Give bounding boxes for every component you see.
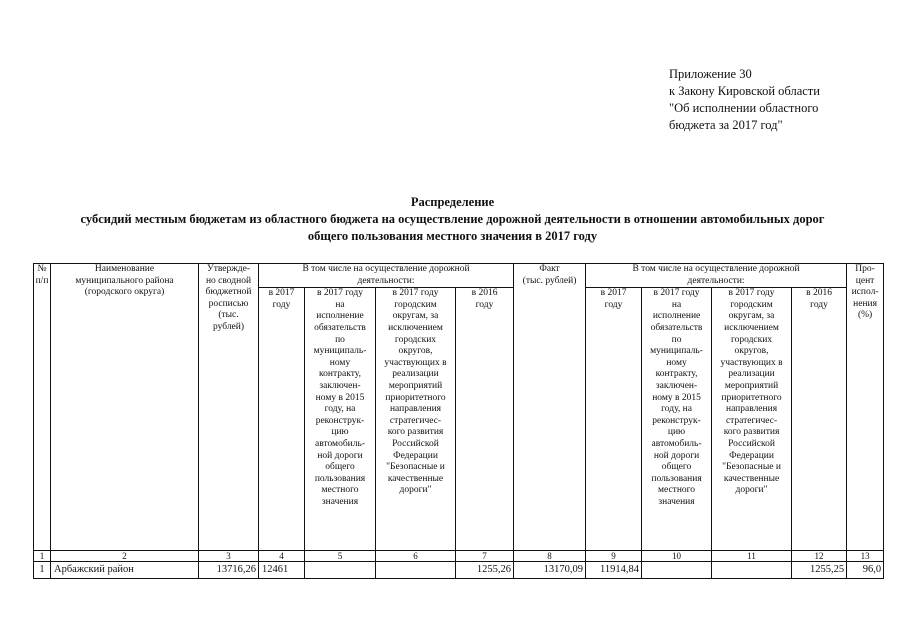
header-cell-contract2015: в 2017 году на исполнение обязательств по муниципаль- ному контракту, заключен- ному в 2015 году, на реконструк- цию автомобиль- ной дороги общего пользования местного значения bbox=[305, 288, 376, 551]
title-line: Распределение bbox=[410, 195, 495, 209]
table-row bbox=[34, 562, 884, 579]
column-number: 7 bbox=[456, 551, 514, 562]
appendix-header bbox=[669, 66, 820, 134]
header-cell-fact-y2016: в 2016 году bbox=[792, 288, 847, 551]
header-cell-y2016: в 2016 году bbox=[456, 288, 514, 551]
column-number-row bbox=[34, 551, 884, 562]
column-number: 13 bbox=[847, 551, 884, 562]
cell-fact-contract2015 bbox=[642, 562, 712, 579]
column-number: 5 bbox=[305, 551, 376, 562]
subsidy-table bbox=[33, 263, 884, 579]
header-cell-fact: Факт (тыс. рублей) bbox=[514, 264, 586, 551]
cell-fact-urban bbox=[712, 562, 792, 579]
column-number: 6 bbox=[376, 551, 456, 562]
cell-percent: 96,0 bbox=[847, 562, 884, 579]
header-group-plan: В том числе на осуществление дорожной деятельности: bbox=[259, 264, 514, 288]
header-row-1 bbox=[34, 264, 884, 288]
column-number: 9 bbox=[586, 551, 642, 562]
header-cell-y2017: в 2017 году bbox=[259, 288, 305, 551]
cell-urban bbox=[376, 562, 456, 579]
cell-contract2015 bbox=[305, 562, 376, 579]
header-cell-urban: в 2017 году городским округам, за исключением городских округов, участвующих в реализации мероприятий приоритетного направления стратегичес- кого развития Российской Федерации "Безопасные и качественные дороги" bbox=[376, 288, 456, 551]
cell-num: 1 bbox=[34, 562, 51, 579]
cell-approved: 13716,26 bbox=[199, 562, 259, 579]
header-cell-fact-y2017: в 2017 году bbox=[586, 288, 642, 551]
cell-y2017: 12461 bbox=[259, 562, 305, 579]
header-cell-fact-urban: в 2017 году городским округам, за исключением городских округов, участвующих в реализации мероприятий приоритетного направления стратегичес- кого развития Российской Федерации "Безопасные и качественные дороги" bbox=[712, 288, 792, 551]
column-number: 2 bbox=[51, 551, 199, 562]
appendix-line: к Закону Кировской области bbox=[669, 84, 820, 98]
cell-fact-y2016: 1255,25 bbox=[792, 562, 847, 579]
appendix-line: бюджета за 2017 год" bbox=[669, 118, 783, 132]
column-number: 3 bbox=[199, 551, 259, 562]
header-cell-approved: Утвержде- но сводной бюджетной росписью (тыс. рублей) bbox=[199, 264, 259, 551]
header-cell-num: № п/п bbox=[34, 264, 51, 551]
cell-fact: 13170,09 bbox=[514, 562, 586, 579]
column-number: 10 bbox=[642, 551, 712, 562]
cell-fact-y2017: 11914,84 bbox=[586, 562, 642, 579]
header-cell-percent: Про- цент испол- нения (%) bbox=[847, 264, 884, 551]
appendix-line: Приложение 30 bbox=[669, 67, 752, 81]
appendix-line: "Об исполнении областного bbox=[669, 101, 819, 115]
title-line: субсидий местным бюджетам из областного бюджета на осуществление дорожной деятельности в отношении автомобильных дорог bbox=[80, 212, 825, 226]
document-title bbox=[0, 194, 905, 245]
title-line: общего пользования местного значения в 2017 году bbox=[307, 229, 598, 243]
cell-name: Арбажский район bbox=[51, 562, 199, 579]
header-cell-fact-contract2015: в 2017 году на исполнение обязательств по муниципаль- ному контракту, заключен- ному в 2015 году, на реконструк- цию автомобиль- ной дороги общего пользования местного значения bbox=[642, 288, 712, 551]
column-number: 12 bbox=[792, 551, 847, 562]
column-number: 4 bbox=[259, 551, 305, 562]
header-cell-name: Наименование муниципального района (городского округа) bbox=[51, 264, 199, 551]
header-group-fact: В том числе на осуществление дорожной деятельности: bbox=[586, 264, 847, 288]
cell-y2016: 1255,26 bbox=[456, 562, 514, 579]
column-number: 1 bbox=[34, 551, 51, 562]
column-number: 11 bbox=[712, 551, 792, 562]
column-number: 8 bbox=[514, 551, 586, 562]
